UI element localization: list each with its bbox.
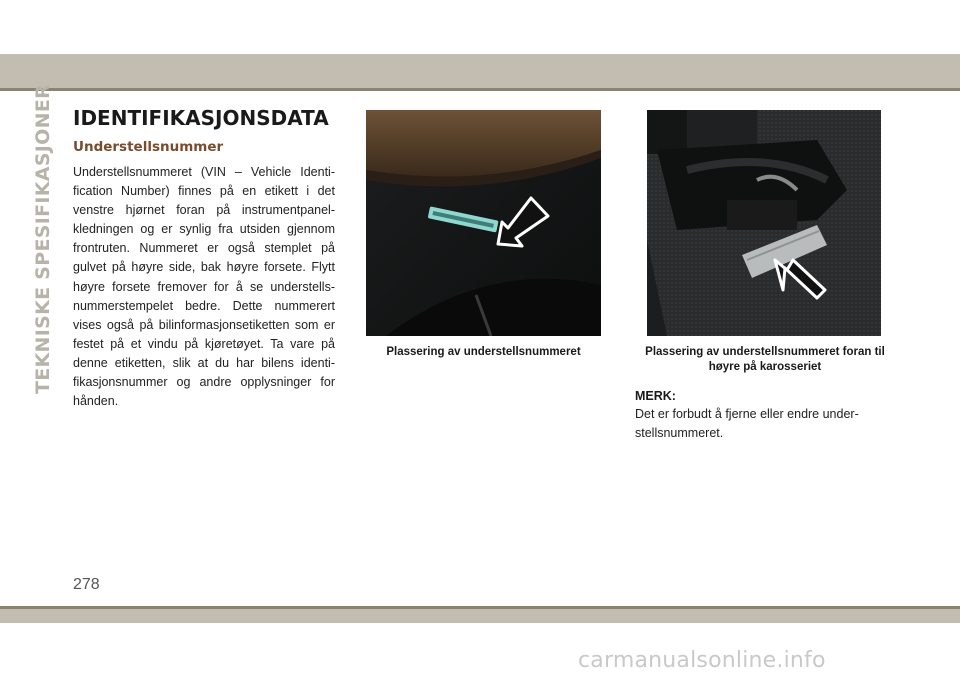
header-band <box>0 54 960 88</box>
footer-band <box>0 609 960 623</box>
figure-caption: Plassering av understellsnummeret <box>386 346 581 358</box>
section-side-tab-label: TEKNISKE SPESIFIKASJONER <box>32 83 54 395</box>
figure-caption: Plassering av understellsnummeret foran til høyre på karosseriet <box>645 346 885 373</box>
header-rule <box>0 88 960 91</box>
watermark: carmanualsonline.info <box>578 648 826 673</box>
section-subheading: Understellsnummer <box>73 139 224 155</box>
vin-dashboard-photo <box>366 110 601 336</box>
page-number: 278 <box>73 576 100 593</box>
note-label: MERK: <box>635 389 676 403</box>
vin-floor-photo <box>647 110 881 336</box>
body-paragraph: Understellsnummeret (VIN – Vehicle Identification Number) finnes på en etikett i det venstre hjørnet foran på instrumentpanelkledningen og er synlig fra utsiden gjennom frontruten. Nummeret er også stemplet på gulvet på høyre side, bak høyre forsete. Flytt høyre forsete fremover for å se understellsnummerstempelet bedre. Dette nummerert vises også på bilinformasjonsetiketten som er festet på et vindu på kjøretøyet. Ta vare på denne etiketten, slik at du har bilens identifikasjonsnummer og andre opplysninger for hånden. <box>73 165 335 409</box>
page-title: IDENTIFIKASJONSDATA <box>73 106 329 130</box>
note-text: Det er forbudt å fjerne eller endre understellsnummeret. <box>635 407 859 440</box>
section-side-tab <box>30 83 56 395</box>
